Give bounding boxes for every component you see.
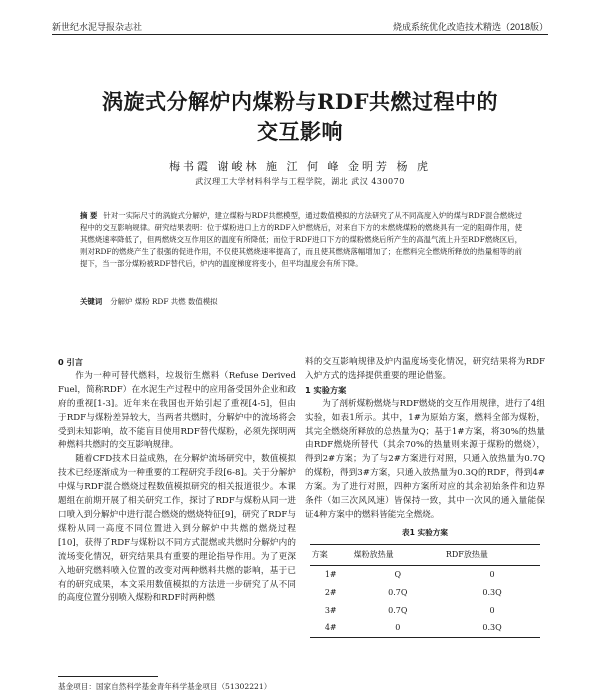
footnote-rule bbox=[58, 676, 158, 677]
table-caption: 表1 实验方案 bbox=[402, 527, 448, 537]
abstract-label: 摘 要 bbox=[80, 211, 98, 220]
experiment-table bbox=[310, 544, 540, 639]
intro-paragraph-1: 作为一种可替代燃料，垃圾衍生燃料（Refuse Derived Fuel，简称RDF）在水泥生产过程中的应用备受国外企业和政府的重视[1-3]。近年来在我国也开始引起了重视[4-5]，但由于RDF与煤粉差异较大，当两者共燃时，分解炉中的流场将会受到未知影响，故不能盲目使用RDF替代煤粉，必须先探明两种燃料共燃时的交互影响规律。 bbox=[58, 370, 296, 451]
table-row bbox=[310, 584, 540, 602]
keywords-label: 关键词 bbox=[80, 297, 103, 306]
intro-paragraph-2: 随着CFD技术日益成熟，在分解炉流场研究中，数值模拟技术已经逐渐成为一种重要的工程研究手段[6-8]。关于分解炉中煤与RDF混合燃烧过程数值模拟研究的相关报道很少。本课题组在前期开展了相关研究工作，探讨了RDF与煤粉从同一进口喷入到分解炉中进行混合燃烧的燃烧特征[9]，研究了RDF与煤粉从同一高度不同位置进入到分解炉中共燃的燃烧过程[10]，获得了RDF与煤粉以不同方式混燃或共燃时分解炉内的流场变化情况，研究结果具有重要的理论指导作用。为了更深入地研究燃料喷入位置的改变对两种燃料共燃的影响，基于已有的研究成果，本文采用数值模拟的方法进一步研究了从不同的高度位置分别喷入煤粉和RDF时两种燃 bbox=[58, 454, 296, 604]
keywords bbox=[80, 296, 522, 307]
title-line-2: 交互影响 bbox=[257, 119, 343, 144]
header-right: 烧成系统优化改造技术精选（2018版） bbox=[392, 22, 548, 32]
table-row bbox=[310, 619, 540, 637]
title-line-1: 涡旋式分解炉内煤粉与RDF共燃过程中的 bbox=[101, 89, 499, 114]
section-experiment-heading: 1 实验方案 bbox=[305, 384, 347, 395]
table-cell: 1# bbox=[324, 569, 337, 579]
abstract bbox=[80, 210, 522, 270]
table-header: 方案 bbox=[310, 544, 352, 565]
intro-paragraph-continued: 料的交互影响规律及炉内温度场变化情况，研究结果将为RDF入炉方式的选择提供重要的理论借鉴。 bbox=[305, 357, 545, 381]
table-cell: Q bbox=[394, 569, 402, 579]
footnote-funding: 基金项目：国家自然科学基金青年科学基金项目（51302221） bbox=[58, 682, 272, 691]
section-intro-heading: 0 引言 bbox=[58, 357, 83, 367]
table-cell: 0 bbox=[395, 623, 401, 633]
table-cell: 3# bbox=[324, 605, 337, 615]
keywords-text: 分解炉 煤粉 RDF 共燃 数值模拟 bbox=[110, 297, 218, 306]
table-cell: 2# bbox=[324, 587, 337, 597]
table-cell: 4# bbox=[324, 623, 337, 633]
affiliation: 武汉理工大学材料科学与工程学院，湖北 武汉 430070 bbox=[195, 177, 405, 186]
table-header: 煤粉放热量 bbox=[352, 544, 444, 565]
experiment-paragraph: 为了剖析煤粉燃烧与RDF燃烧的交互作用规律，进行了4组实验，如表1所示。其中，1#为原始方案，燃料全部为煤粉，其完全燃烧所释放的总热量为Q；基于1#方案，将30%的热量由RDF燃烧所替代（其余70%的热量则来源于煤粉的燃烧），得到2#方案；为了与2#方案进行对照，只通入放热量为0.7Q的煤粉，得到3#方案，只通入放热量为0.3Q的RDF，得到4#方案。为了进行对照，四种方案所对应的其余初始条件和边界条件（如三次风风速）皆保持一致，其中一次风的通入量能保证4种方案中的燃料皆能完全燃烧。 bbox=[305, 398, 545, 520]
header-left: 新世纪水泥导报杂志社 bbox=[52, 22, 143, 32]
authors: 梅书霞 谢峻林 施 江 何 峰 金明芳 杨 虎 bbox=[169, 160, 431, 173]
left-column bbox=[58, 356, 296, 606]
table-row bbox=[310, 602, 540, 620]
table-cell: 0 bbox=[489, 569, 495, 579]
table-row bbox=[310, 565, 540, 583]
table-cell: 0.3Q bbox=[482, 587, 502, 597]
table-cell: 0.3Q bbox=[482, 623, 502, 633]
table-cell: 0 bbox=[489, 605, 495, 615]
table-header: RDF放热量 bbox=[444, 544, 540, 565]
abstract-text: 针对一实际尺寸的涡旋式分解炉，建立煤粉与RDF共燃模型，通过数值模拟的方法研究了从不同高度入炉的煤与RDF混合燃烧过程中的交互影响规律。研究结果表明：位于煤粉进口上方的RDF入炉燃烧后，对来自下方的未燃烧煤粉的燃烧具有一定的阻碍作用，使其燃烧速率降低了，但两燃烧交互作用区的温度有所降低；而位于RDF进口下方的煤粉燃烧后所产生的高温气流上升至RDF燃烧区后，则对RDF的燃烧产生了很强的促进作用，不仅使其燃烧速率提高了，而且使其燃烧落幅增加了；在燃料完全燃烧所释放的热量相等的前提下，当一部分煤粉被RDF替代后，炉内的温度梯度将变小，但平均温度会有所下降。 bbox=[80, 211, 522, 268]
table-cell: 0.7Q bbox=[388, 587, 408, 597]
table-cell: 0.7Q bbox=[388, 605, 408, 615]
running-header bbox=[52, 20, 548, 35]
right-column bbox=[305, 356, 545, 638]
